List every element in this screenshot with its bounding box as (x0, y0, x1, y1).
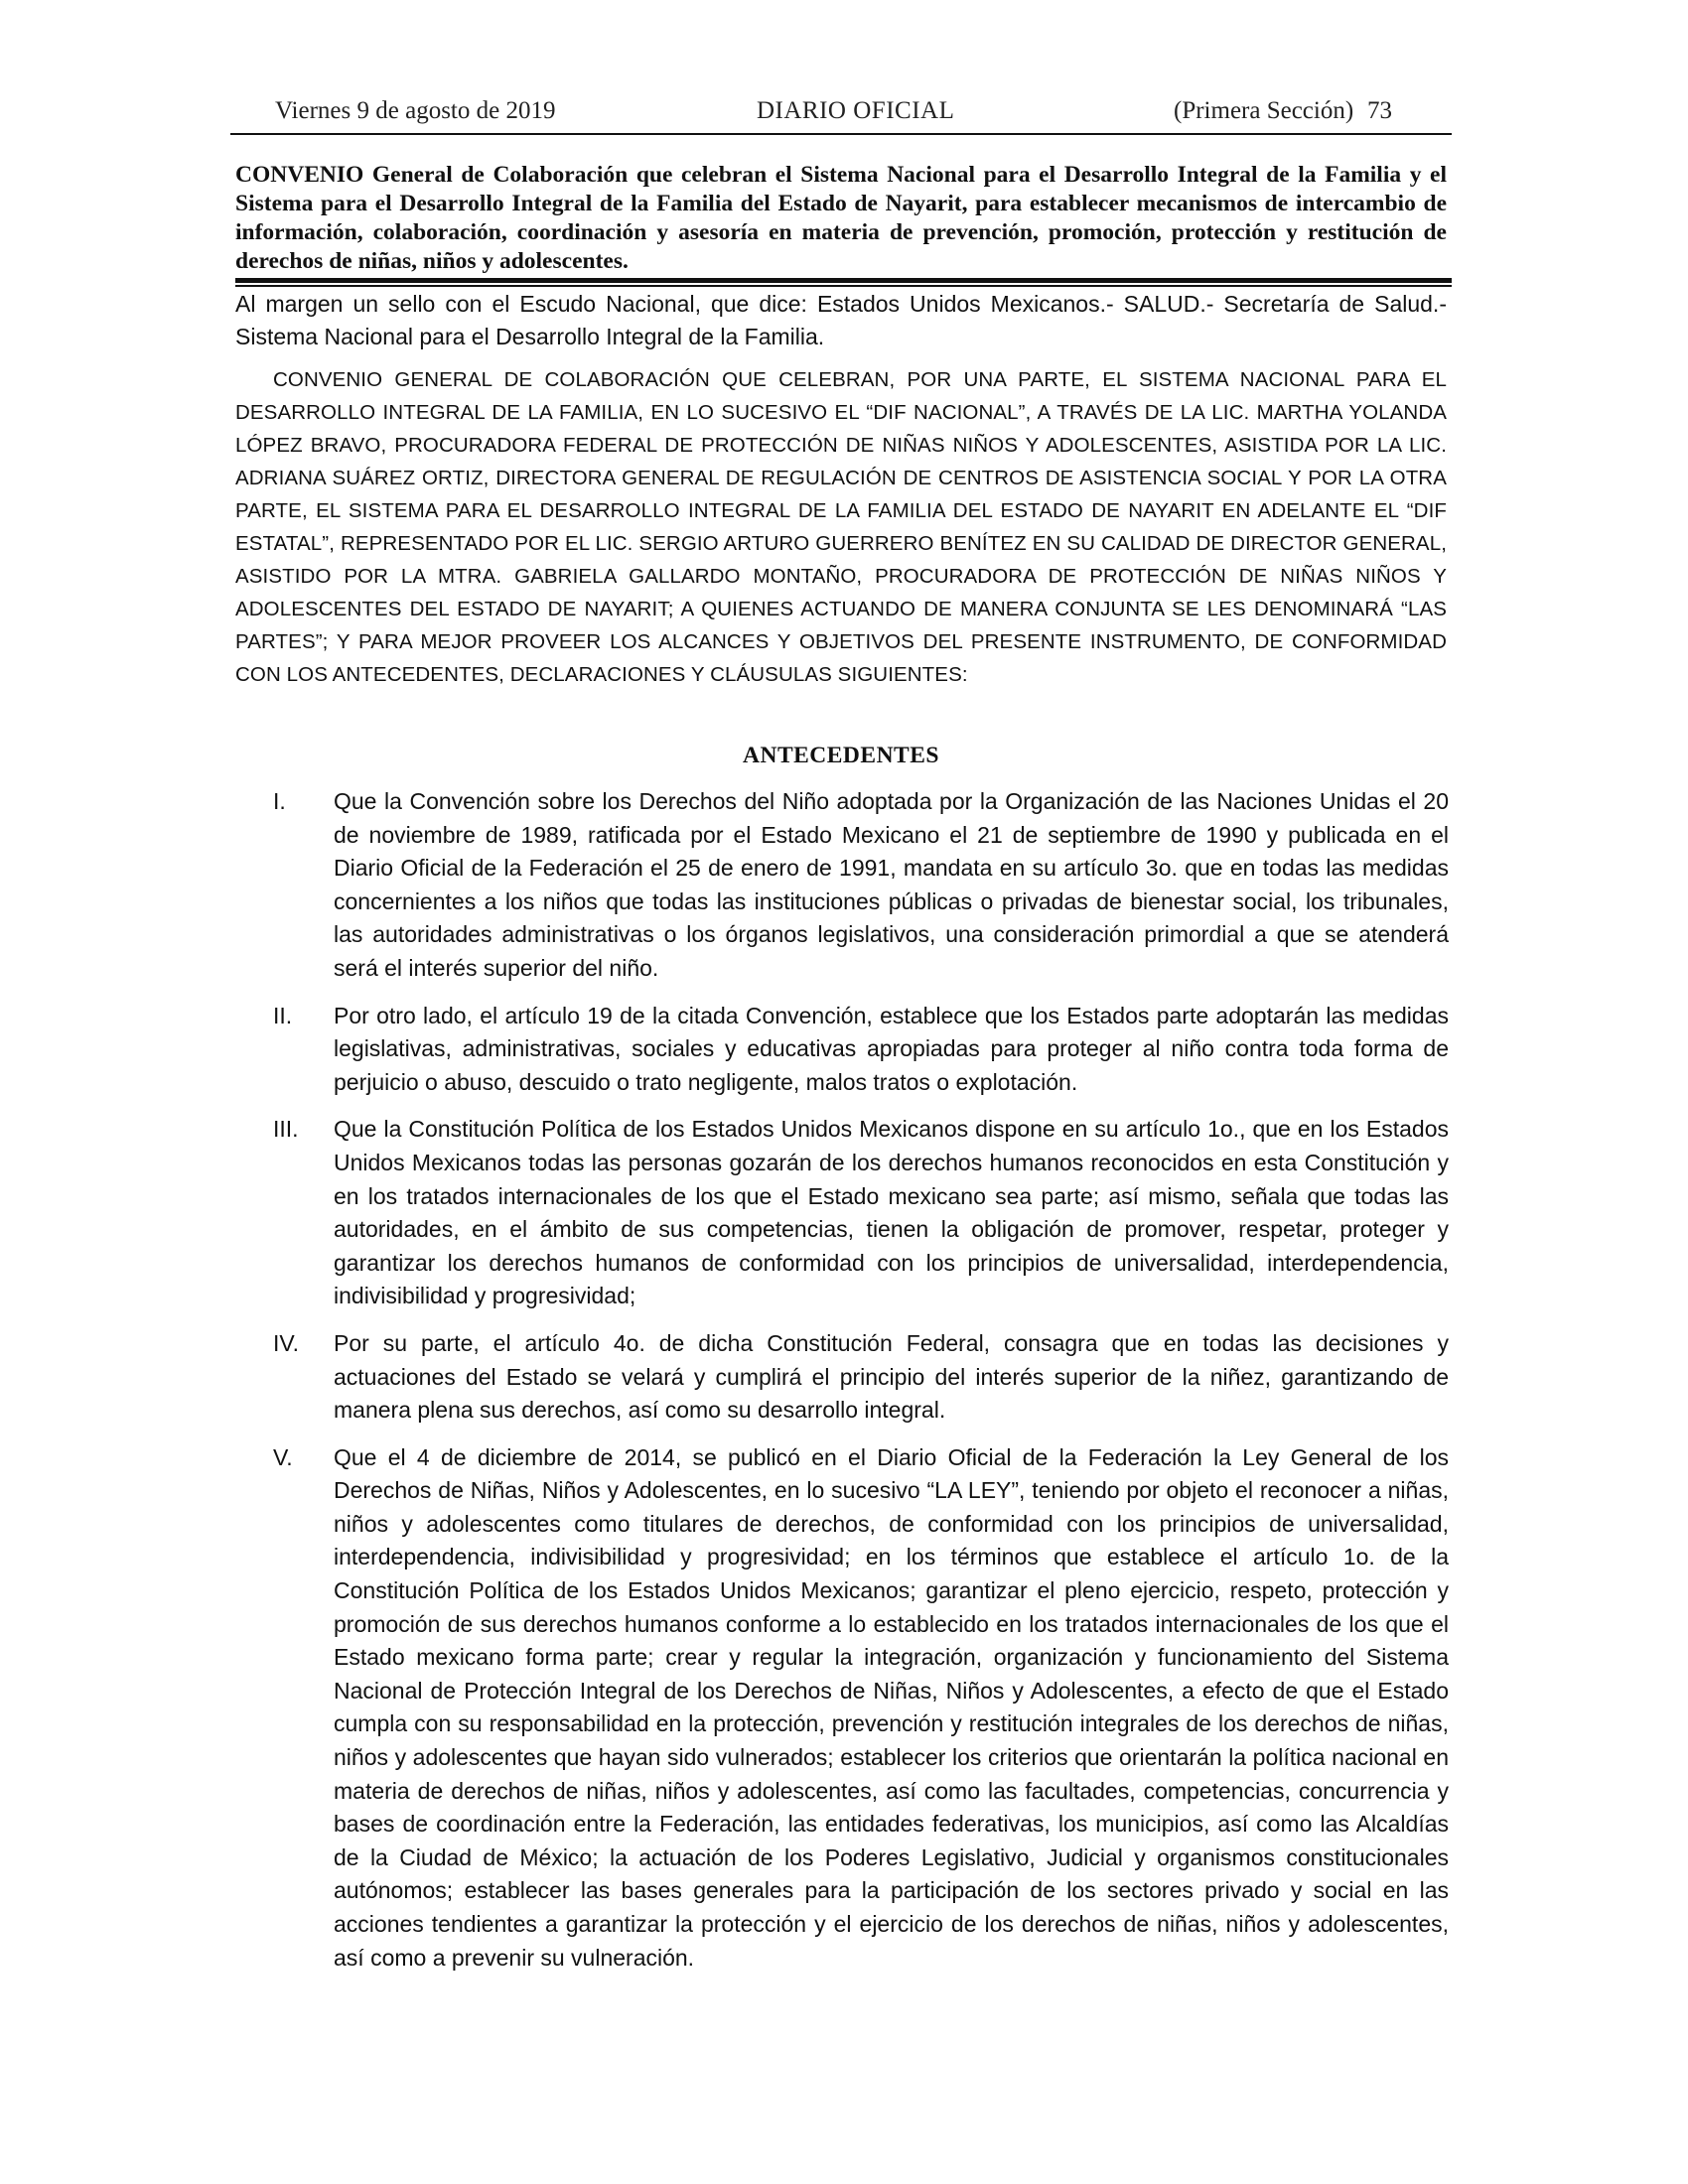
antecedentes-list (230, 785, 1452, 1988)
preamble-paragraph: CONVENIO GENERAL DE COLABORACIÓN QUE CELEBRAN, POR UNA PARTE, EL SISTEMA NACIONAL PARA EL DESARROLLO INTEGRAL DE LA FAMILIA, EN LO SUCESIVO EL “DIF NACIONAL”, A TRAVÉS DE LA LIC. MARTHA YOLANDA LÓPEZ BRAVO, PROCURADORA FEDERAL DE PROTECCIÓN DE NIÑAS NIÑOS Y ADOLESCENTES, ASISTIDA POR LA LIC. ADRIANA SUÁREZ ORTIZ, DIRECTORA GENERAL DE REGULACIÓN DE CENTROS DE ASISTENCIA SOCIAL Y POR LA OTRA PARTE, EL SISTEMA PARA EL DESARROLLO INTEGRAL DE LA FAMILIA DEL ESTADO DE NAYARIT EN ADELANTE EL “DIF ESTATAL”, REPRESENTADO POR EL LIC. SERGIO ARTURO GUERRERO BENÍTEZ EN SU CALIDAD DE DIRECTOR GENERAL, ASISTIDO POR LA MTRA. GABRIELA GALLARDO MONTAÑO, PROCURADORA DE PROTECCIÓN DE NIÑAS NIÑOS Y ADOLESCENTES DEL ESTADO DE NAYARIT; A QUIENES ACTUANDO DE MANERA CONJUNTA SE LES DENOMINARÁ “LAS PARTES”; Y PARA MEJOR PROVEER LOS ALCANCES Y OBJETIVOS DEL PRESENTE INSTRUMENTO, DE CONFORMIDAD CON LOS ANTECEDENTES, DECLARACIONES Y CLÁUSULAS SIGUIENTES: (235, 368, 1447, 686)
document-title: CONVENIO General de Colaboración que celebran el Sistema Nacional para el Desarrollo Integral de la Familia y el Sistema para el Desarrollo Integral de la Familia del Estado de Nayarit, para establecer mecanismos de intercambio de información, colaboración, coordinación y asesoría en materia de prevención, promoción, protección y restitución de derechos de niñas, niños y adolescentes. (235, 162, 1447, 274)
header-page-number: 73 (1367, 97, 1392, 124)
item-text: Por su parte, el artículo 4o. de dicha Constitución Federal, consagra que en todas las decisiones y actuaciones del Estado se velará y cumplirá el principio del interés superior de la niñez, garantizando de manera plena sus derechos, así como su desarrollo integral. (334, 1329, 1449, 1424)
list-item (230, 1000, 1452, 1100)
list-item (230, 1113, 1452, 1313)
section-heading-antecedentes: ANTECEDENTES (743, 743, 939, 768)
header-section: (Primera Sección) (1174, 97, 1354, 124)
item-number: I. (273, 788, 286, 814)
header-rule (230, 133, 1452, 135)
header-date: Viernes 9 de agosto de 2019 (275, 97, 556, 124)
item-number: III. (273, 1116, 299, 1143)
margin-note: Al margen un sello con el Escudo Nacional, que dice: Estados Unidos Mexicanos.- SALUD.- Secretaría de Salud.- Sistema Nacional para el Desarrollo Integral de la Familia. (235, 291, 1447, 349)
item-text: Por otro lado, el artículo 19 de la citada Convención, establece que los Estados parte adoptarán las medidas legislativas, administrativas, sociales y educativas apropiadas para proteger al niño contra toda forma de perjuicio o abuso, descuido o trato negligente, malos tratos o explotación. (334, 1002, 1449, 1095)
list-item (230, 1441, 1452, 1976)
running-header (230, 97, 1452, 129)
list-item (230, 1327, 1452, 1428)
item-number: IV. (273, 1329, 300, 1356)
header-publication: DIARIO OFICIAL (757, 97, 955, 124)
item-text: Que la Convención sobre los Derechos del Niño adoptada por la Organización de las Naciones Unidas el 20 de noviembre de 1989, ratificada por el Estado Mexicano el 21 de septiembre de 1990 y publicada en el Diario Oficial de la Federación el 25 de enero de 1991, mandata en su artículo 3o. que en todas las medidas concernientes a los niños que todas las instituciones públicas o privadas de bienestar social, los tribunales, las autoridades administrativas o los órganos legislativos, una consideración primordial a que se atenderá será el interés superior del niño. (334, 788, 1449, 981)
list-item (230, 785, 1452, 986)
item-text: Que la Constitución Política de los Estados Unidos Mexicanos dispone en su artículo 1o., que en los Estados Unidos Mexicanos todas las personas gozarán de los derechos humanos reconocidos en esta Constitución y en los tratados internacionales de los que el Estado mexicano sea parte; así mismo, señala que todas las autoridades, en el ámbito de sus competencias, tienen la obligación de promover, respetar, proteger y garantizar los derechos humanos de conformidad con los principios de universalidad, interdependencia, indivisibilidad y progresividad; (334, 1116, 1449, 1309)
item-text: Que el 4 de diciembre de 2014, se publicó en el Diario Oficial de la Federación la Ley General de los Derechos de Niñas, Niños y Adolescentes, en lo sucesivo “LA LEY”, teniendo por objeto el reconocer a niñas, niños y adolescentes como titulares de derechos, de conformidad con los principios de universalidad, interdependencia, indivisibilidad y progresividad; en los términos que establece el artículo 1o. de la Constitución Política de los Estados Unidos Mexicanos; garantizar el pleno ejercicio, respeto, protección y promoción de sus derechos humanos conforme a lo establecido en los tratados internacionales de los que el Estado mexicano forma parte; crear y regular la integración, organización y funcionamiento del Sistema Nacional de Protección Integral de los Derechos de Niñas, Niños y Adolescentes, a efecto de que el Estado cumpla con su responsabilidad en la protección, prevención y restitución integrales de los derechos de niñas, niños y adolescentes que hayan sido vulnerados; establecer los criterios que orientarán la política nacional en materia de derechos de niñas, niños y adolescentes, así como las facultades, competencias, concurrencia y bases de coordinación entre la Federación, las entidades federativas, los municipios, así como las Alcaldías de la Ciudad de México; la actuación de los Poderes Legislativo, Judicial y organismos constitucionales autónomos; establecer las bases generales para la participación de los sectores privado y social en las acciones tendientes a garantizar la protección y el ejercicio de los derechos de niñas, niños y adolescentes, así como a prevenir su vulneración. (334, 1443, 1449, 1971)
item-number: II. (273, 1002, 293, 1028)
item-number: V. (273, 1443, 293, 1470)
title-double-rule (235, 278, 1452, 287)
